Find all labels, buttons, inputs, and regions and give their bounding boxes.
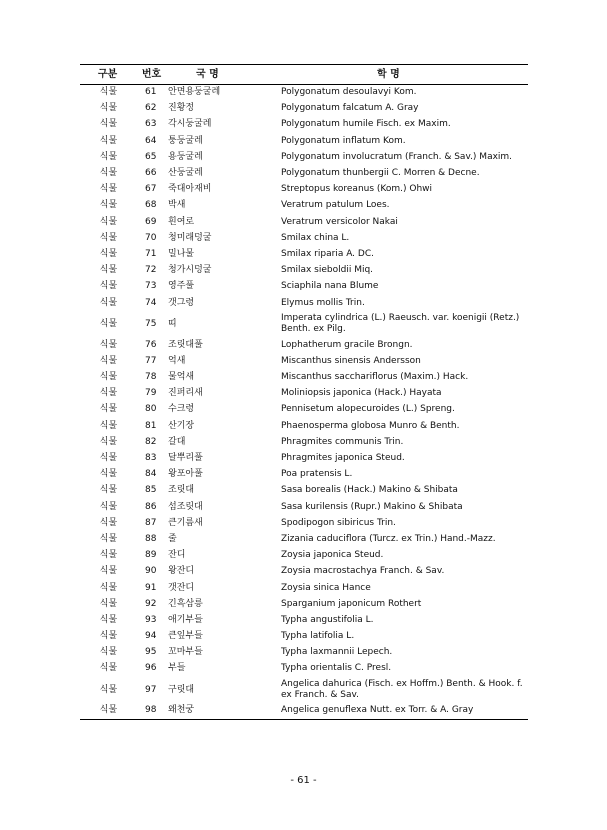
header-korean-name: 국 명 [168,65,279,85]
table-row [80,580,528,596]
cell-number: 85 [145,485,157,496]
cell-korean-name: 구릿대 [168,684,195,695]
cell-scientific-name: Polygonatum humile Fisch. ex Maxim. [281,119,451,130]
cell-scientific-name: Poa pratensis L. [281,469,353,480]
cell-number: 74 [145,297,157,308]
cell-number: 79 [145,388,157,399]
cell-category: 식물 [99,684,118,695]
table-row [80,246,528,262]
cell-scientific-name: Veratrum versicolor Nakai [281,216,398,227]
cell-korean-name: 왜천궁 [168,703,279,719]
cell-number: 87 [145,517,157,528]
table-row [80,337,528,353]
table-row [80,101,528,117]
cell-number: 82 [145,436,157,447]
cell-category: 식물 [99,87,118,98]
cell-korean-name: 물억새 [168,372,195,383]
cell-category: 식물 [99,631,118,642]
cell-number: 69 [145,216,157,227]
cell-category: 식물 [99,663,118,674]
cell-number: 77 [145,355,157,366]
cell-category: 식물 [99,388,118,399]
cell-scientific-name: Phragmites communis Trin. [281,436,404,447]
cell-category: 식물 [99,436,118,447]
table-row [80,402,528,418]
cell-number: 72 [145,265,157,276]
cell-category: 식물 [99,485,118,496]
cell-number: 89 [145,550,157,561]
cell-korean-name: 애기부들 [168,614,203,625]
cell-number: 63 [145,119,157,130]
cell-korean-name: 큰잎부들 [168,631,203,642]
table-row [80,677,528,703]
cell-korean-name: 퉁둥굴레 [168,135,203,146]
table-row [80,531,528,547]
cell-number: 92 [145,598,157,609]
cell-category: 식물 [99,647,118,658]
cell-category: 식물 [99,248,118,259]
cell-category: 식물 [80,703,135,719]
cell-korean-name: 띠 [168,318,177,329]
cell-scientific-name: Typha angustifolia L. [281,614,374,625]
cell-number: 88 [145,533,157,544]
cell-category: 식물 [99,550,118,561]
cell-korean-name: 달뿌리풀 [168,453,203,464]
cell-number: 75 [145,318,157,329]
cell-category: 식물 [99,355,118,366]
cell-category: 식물 [99,469,118,480]
cell-korean-name: 안면용둥굴레 [168,87,221,98]
table-body [80,85,528,720]
cell-category: 식물 [99,453,118,464]
cell-scientific-name: Sasa borealis (Hack.) Makino & Shibata [281,485,458,496]
cell-category: 식물 [99,184,118,195]
cell-scientific-name: Angelica genuflexa Nutt. ex Torr. & A. Gray [279,703,528,719]
cell-category: 식물 [99,533,118,544]
cell-korean-name: 줄 [168,533,177,544]
table-row [80,85,528,101]
cell-korean-name: 조릿대풀 [168,339,203,350]
cell-category: 식물 [99,103,118,114]
table-row [80,182,528,198]
cell-scientific-name: Elymus mollis Trin. [281,297,365,308]
header-category: 구분 [80,65,135,85]
cell-category: 식물 [99,151,118,162]
cell-number: 80 [145,404,157,415]
cell-scientific-name: Spodipogon sibiricus Trin. [281,517,396,528]
cell-scientific-name: Phaenosperma globosa Munro & Benth. [281,420,460,431]
cell-korean-name: 수크령 [168,404,195,415]
cell-korean-name: 섬조릿대 [168,501,203,512]
cell-scientific-name: Smilax sieboldii Miq. [281,265,374,276]
cell-korean-name: 청미래덩굴 [168,232,212,243]
cell-scientific-name: Pennisetum alopecuroides (L.) Spreng. [281,404,455,415]
cell-korean-name: 산둥굴레 [168,168,203,179]
table-header [80,65,528,85]
cell-korean-name: 진퍼리새 [168,388,203,399]
cell-scientific-name: Angelica dahurica (Fisch. ex Hoffm.) Benth. & Hook. f. ex Franch. & Sav. [281,679,523,701]
cell-korean-name: 갈대 [168,436,186,447]
cell-category: 식물 [99,598,118,609]
page-number: - 61 - [290,775,317,786]
cell-scientific-name: Imperata cylindrica (L.) Raeusch. var. koenigii (Retz.) Benth. ex Pilg. [281,313,520,335]
cell-category: 식물 [99,232,118,243]
table-row [80,263,528,279]
header-row [80,65,528,85]
cell-korean-name: 갯그령 [168,297,195,308]
header-scientific-name: 학 명 [279,65,528,85]
cell-scientific-name: Zoysia sinica Hance [281,582,371,593]
cell-category: 식물 [99,318,118,329]
cell-korean-name: 용둥굴레 [168,151,203,162]
cell-number: 78 [145,372,157,383]
table-row [80,499,528,515]
table-row [80,515,528,531]
cell-number: 83 [145,453,157,464]
cell-category: 식물 [99,297,118,308]
cell-number: 71 [145,248,157,259]
cell-category: 식물 [99,420,118,431]
cell-korean-name: 청가시덩굴 [168,265,212,276]
table-row [80,311,528,337]
cell-category: 식물 [99,168,118,179]
cell-category: 식물 [99,265,118,276]
cell-number: 73 [145,281,157,292]
cell-number: 65 [145,151,157,162]
cell-number: 94 [145,631,157,642]
table-row [80,149,528,165]
table-row [80,165,528,181]
cell-number: 61 [145,87,157,98]
cell-scientific-name: Typha latifolia L. [281,631,355,642]
cell-number: 81 [145,420,157,431]
cell-scientific-name: Typha laxmannii Lepech. [281,647,393,658]
cell-korean-name: 억새 [168,355,186,366]
cell-number: 96 [145,663,157,674]
table-row [80,661,528,677]
cell-korean-name: 영주풀 [168,281,195,292]
table-row [80,467,528,483]
cell-number: 91 [145,582,157,593]
cell-number: 90 [145,566,157,577]
cell-category: 식물 [99,582,118,593]
cell-scientific-name: Smilax riparia A. DC. [281,248,374,259]
cell-scientific-name: Smilax china L. [281,232,350,243]
cell-scientific-name: Polygonatum thunbergii C. Morren & Decne. [281,168,480,179]
cell-korean-name: 부들 [168,663,186,674]
table-row [80,564,528,580]
cell-number: 84 [145,469,157,480]
cell-category: 식물 [99,339,118,350]
cell-scientific-name: Veratrum patulum Loes. [281,200,390,211]
cell-korean-name: 밀나물 [168,248,195,259]
cell-number: 67 [145,184,157,195]
table-row [80,214,528,230]
cell-scientific-name: Typha orientalis C. Presl. [281,663,392,674]
cell-scientific-name: Polygonatum inflatum Kom. [281,135,406,146]
cell-scientific-name: Sciaphila nana Blume [281,281,379,292]
cell-korean-name: 잔디 [168,550,186,561]
table-row [80,434,528,450]
cell-category: 식물 [99,566,118,577]
table-row [80,370,528,386]
table-row [80,596,528,612]
cell-scientific-name: Zizania caduciflora (Turcz. ex Trin.) Hand.-Mazz. [281,533,496,544]
cell-korean-name: 박새 [168,200,186,211]
table-row [80,548,528,564]
cell-category: 식물 [99,281,118,292]
cell-scientific-name: Zoysia japonica Steud. [281,550,384,561]
cell-category: 식물 [99,404,118,415]
cell-number: 68 [145,200,157,211]
cell-number: 66 [145,168,157,179]
cell-scientific-name: Moliniopsis japonica (Hack.) Hayata [281,388,442,399]
table-row [80,198,528,214]
cell-scientific-name: Phragmites japonica Steud. [281,453,405,464]
cell-number: 86 [145,501,157,512]
cell-scientific-name: Miscanthus sinensis Andersson [281,355,421,366]
table-row [80,450,528,466]
cell-number: 93 [145,614,157,625]
cell-category: 식물 [99,614,118,625]
cell-korean-name: 진황정 [168,103,195,114]
cell-number: 64 [145,135,157,146]
cell-category: 식물 [99,372,118,383]
species-table [80,64,528,720]
cell-korean-name: 긴흑삼릉 [168,598,203,609]
cell-korean-name: 조릿대 [168,485,195,496]
cell-korean-name: 죽대아재비 [168,184,212,195]
table-row [80,645,528,661]
table-row [80,353,528,369]
cell-scientific-name: Polygonatum involucratum (Franch. & Sav.) Maxim. [281,151,513,162]
cell-category: 식물 [99,119,118,130]
cell-number: 97 [145,684,157,695]
cell-scientific-name: Zoysia macrostachya Franch. & Sav. [281,566,445,577]
table-row [80,483,528,499]
cell-category: 식물 [99,501,118,512]
cell-number: 62 [145,103,157,114]
table-row [80,117,528,133]
cell-number: 70 [145,232,157,243]
cell-number: 98 [135,703,168,719]
cell-scientific-name: Lophatherum gracile Brongn. [281,339,413,350]
cell-scientific-name: Streptopus koreanus (Kom.) Ohwi [281,184,433,195]
cell-korean-name: 흰여로 [168,216,195,227]
table-row [80,230,528,246]
table-row [80,418,528,434]
cell-korean-name: 왕잔디 [168,566,195,577]
cell-korean-name: 큰기름새 [168,517,203,528]
cell-number: 76 [145,339,157,350]
table-row [80,133,528,149]
table-row [80,703,528,719]
table-row [80,629,528,645]
header-number: 번호 [135,65,168,85]
cell-category: 식물 [99,135,118,146]
cell-scientific-name: Sparganium japonicum Rothert [281,598,422,609]
cell-korean-name: 각시둥굴레 [168,119,212,130]
cell-category: 식물 [99,216,118,227]
table-row [80,612,528,628]
cell-number: 95 [145,647,157,658]
cell-category: 식물 [99,517,118,528]
cell-category: 식물 [99,200,118,211]
cell-korean-name: 왕포아풀 [168,469,203,480]
table-row [80,295,528,311]
cell-scientific-name: Polygonatum desoulavyi Kom. [281,87,417,98]
cell-scientific-name: Miscanthus sacchariflorus (Maxim.) Hack. [281,372,469,383]
table-row [80,279,528,295]
cell-korean-name: 갯잔디 [168,582,195,593]
cell-korean-name: 꼬마부들 [168,647,203,658]
table-row [80,386,528,402]
cell-korean-name: 산기장 [168,420,195,431]
cell-scientific-name: Polygonatum falcatum A. Gray [281,103,419,114]
cell-scientific-name: Sasa kurilensis (Rupr.) Makino & Shibata [281,501,463,512]
